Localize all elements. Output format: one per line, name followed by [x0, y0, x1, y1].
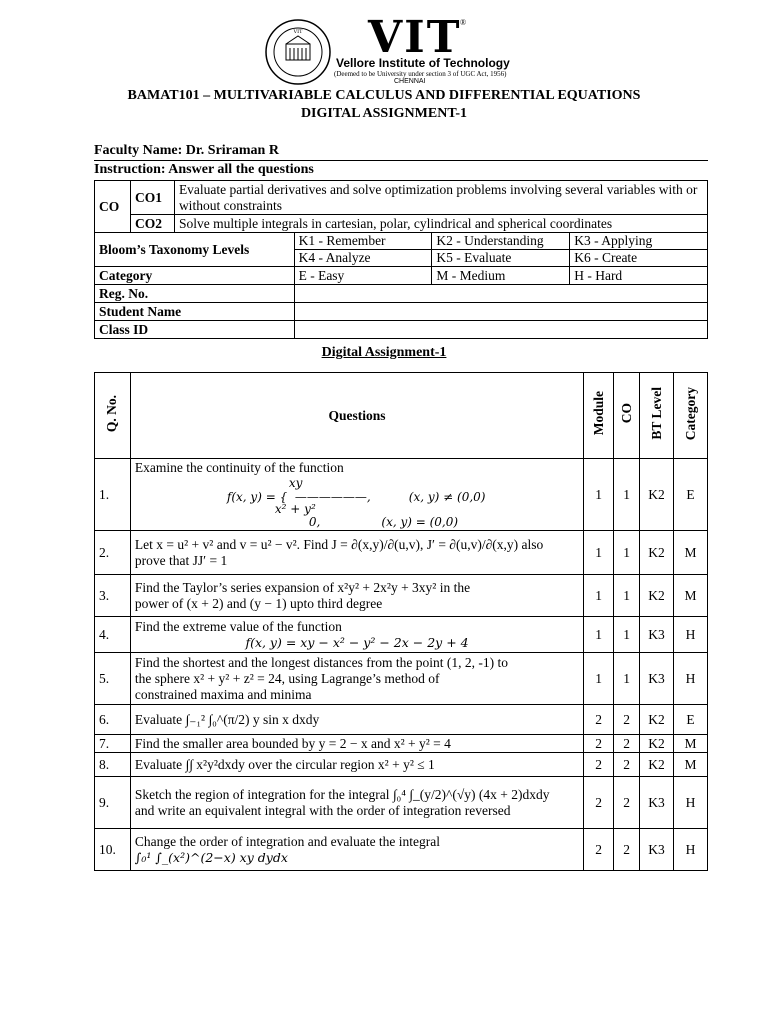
category-easy: E - Easy: [294, 267, 432, 285]
section-title: Digital Assignment-1: [321, 345, 447, 360]
institute-deemed-note: (Deemed to be University under section 3 of UGC Act, 1956): [334, 70, 507, 78]
q-number: 4.: [95, 617, 131, 653]
q-text-line: Sketch the region of integration for the integral ∫₀⁴ ∫_(y/2)^(√y) (4x + 2)dxdy: [134, 786, 550, 802]
bloom-k4: K4 - Analyze: [294, 250, 432, 267]
q-category: H: [674, 829, 708, 871]
bloom-k6: K6 - Create: [570, 250, 708, 267]
table-row: [95, 653, 708, 705]
q-co: 2: [614, 753, 640, 777]
header-bt-level: BT Level: [648, 387, 664, 440]
q-module: 2: [584, 705, 614, 735]
q-text: Find the smaller area bounded by y = 2 − x and x² + y² = 4: [130, 735, 583, 753]
q-co: 2: [614, 735, 640, 753]
q-text-line: prove that JJ′ = 1: [134, 552, 228, 568]
category-medium: M - Medium: [432, 267, 570, 285]
q-module: 2: [584, 777, 614, 829]
table-row: [95, 705, 708, 735]
header-category: Category: [682, 386, 698, 441]
instruction: Instruction: Answer all the questions: [94, 162, 314, 177]
q-number: 6.: [95, 705, 131, 735]
q-text-line: and write an equivalent integral with the order of integration reversed: [134, 802, 511, 818]
q-number: 3.: [95, 575, 131, 617]
q-bt-level: K2: [640, 753, 674, 777]
q-text: [130, 575, 583, 617]
q-co: 2: [614, 705, 640, 735]
course-info-table: [94, 180, 708, 339]
q-text-line: Change the order of integration and evaluate the integral: [134, 833, 441, 849]
svg-text:VIT: VIT: [293, 29, 303, 35]
q-category: M: [674, 575, 708, 617]
q-number: 7.: [95, 735, 131, 753]
q-text: [130, 531, 583, 575]
faculty-name: Faculty Name: Dr. Sriraman R: [94, 143, 279, 158]
q-co: 1: [614, 459, 640, 531]
q-text: Evaluate ∫∫ x²y²dxdy over the circular region x² + y² ≤ 1: [130, 753, 583, 777]
q-text-line: Find the shortest and the longest distances from the point (1, 2, -1) to: [134, 654, 508, 670]
q-math-numerator: xy: [288, 475, 303, 490]
q-number: 10.: [95, 829, 131, 871]
q-text-line: the sphere x² + y² + z² = 24, using Lagrange’s method of: [134, 670, 440, 686]
q-co: 1: [614, 575, 640, 617]
co-label: CO: [95, 181, 131, 233]
co2-text: Solve multiple integrals in cartesian, polar, cylindrical and spherical coordinates: [174, 215, 707, 233]
q-bt-level: K2: [640, 735, 674, 753]
q-co: 2: [614, 829, 640, 871]
q-module: 1: [584, 575, 614, 617]
bloom-k5: K5 - Evaluate: [432, 250, 570, 267]
vit-seal-logo: [264, 18, 332, 86]
co2-label: CO2: [130, 215, 174, 233]
q-number: 8.: [95, 753, 131, 777]
q-module: 2: [584, 753, 614, 777]
co1-text: Evaluate partial derivatives and solve optimization problems involving several variables with or without constraints: [174, 181, 707, 215]
q-text: [130, 777, 583, 829]
q-math-denominator: x² + y²: [274, 501, 316, 516]
q-category: M: [674, 753, 708, 777]
q-number: 2.: [95, 531, 131, 575]
reg-no-field[interactable]: [294, 285, 707, 303]
q-text-line: constrained maxima and minima: [134, 686, 312, 702]
q-math-line: f(x, y) = xy − x² − y² − 2x − 2y + 4: [245, 634, 469, 650]
q-bt-level: K3: [640, 777, 674, 829]
q-category: E: [674, 459, 708, 531]
bloom-k1: K1 - Remember: [294, 233, 432, 250]
student-name-label: Student Name: [95, 303, 295, 321]
category-label: Category: [95, 267, 295, 285]
assignment-title: DIGITAL ASSIGNMENT-1: [300, 106, 468, 121]
q-category: H: [674, 617, 708, 653]
class-id-label: Class ID: [95, 321, 295, 339]
q-bt-level: K2: [640, 575, 674, 617]
bloom-label: Bloom’s Taxonomy Levels: [95, 233, 295, 267]
header-module: Module: [590, 391, 606, 436]
q-math-line: ∫₀¹ ∫_(x²)^(2−x) xy dydx: [134, 849, 288, 865]
header-qno: Q. No.: [104, 394, 120, 433]
q-category: H: [674, 653, 708, 705]
q-co: 2: [614, 777, 640, 829]
header-questions: Questions: [130, 373, 583, 459]
course-title: BAMAT101 – MULTIVARIABLE CALCULUS AND DIFFERENTIAL EQUATIONS: [127, 88, 641, 103]
table-row: [95, 531, 708, 575]
table-row: [95, 459, 708, 531]
q-category: E: [674, 705, 708, 735]
q-text: Evaluate ∫₋₁² ∫₀^(π/2) y sin x dxdy: [130, 705, 583, 735]
table-row: [95, 617, 708, 653]
q-module: 1: [584, 531, 614, 575]
q-bt-level: K3: [640, 653, 674, 705]
registered-mark: ®: [460, 18, 467, 27]
header-co: CO: [618, 403, 634, 424]
student-name-field[interactable]: [294, 303, 707, 321]
q-text-line: Examine the continuity of the function: [134, 459, 344, 475]
divider: [94, 160, 708, 161]
class-id-field[interactable]: [294, 321, 707, 339]
q-text: [130, 459, 583, 531]
vit-brand: VIT: [368, 12, 462, 63]
q-bt-level: K2: [640, 531, 674, 575]
co1-label: CO1: [130, 181, 174, 215]
q-number: 9.: [95, 777, 131, 829]
q-math-main: f(x, y) = { ——————, (x, y) ≠ (0,0): [226, 489, 486, 504]
bloom-k2: K2 - Understanding: [432, 233, 570, 250]
questions-table: [94, 372, 708, 871]
bloom-k3: K3 - Applying: [570, 233, 708, 250]
q-number: 1.: [95, 459, 131, 531]
q-co: 1: [614, 617, 640, 653]
q-bt-level: K3: [640, 829, 674, 871]
q-bt-level: K3: [640, 617, 674, 653]
category-hard: H - Hard: [570, 267, 708, 285]
q-category: H: [674, 777, 708, 829]
q-bt-level: K2: [640, 705, 674, 735]
q-module: 1: [584, 617, 614, 653]
institute-city: CHENNAI: [394, 78, 426, 85]
q-text-line: Let x = u² + v² and v = u² − v². Find J = ∂(x,y)/∂(u,v), J′ = ∂(u,v)/∂(x,y) also: [134, 536, 544, 552]
q-module: 1: [584, 459, 614, 531]
table-row: [95, 735, 708, 753]
q-text: [130, 653, 583, 705]
table-row: [95, 777, 708, 829]
q-module: 1: [584, 653, 614, 705]
q-bt-level: K2: [640, 459, 674, 531]
page-header: [0, 14, 768, 92]
reg-no-label: Reg. No.: [95, 285, 295, 303]
q-category: M: [674, 735, 708, 753]
q-text: [130, 829, 583, 871]
q-text-line: power of (x + 2) and (y − 1) upto third degree: [134, 595, 383, 611]
table-row: [95, 575, 708, 617]
q-number: 5.: [95, 653, 131, 705]
table-row: [95, 829, 708, 871]
table-header-row: [95, 373, 708, 459]
q-co: 1: [614, 653, 640, 705]
table-row: [95, 753, 708, 777]
q-text-line: Find the Taylor’s series expansion of x²y² + 2x²y + 3xy² in the: [134, 579, 471, 595]
institute-name: Vellore Institute of Technology: [336, 56, 510, 70]
q-module: 2: [584, 829, 614, 871]
q-module: 2: [584, 735, 614, 753]
q-category: M: [674, 531, 708, 575]
q-math-case2: 0, (x, y) = (0,0): [308, 514, 459, 529]
q-text-line: Find the extreme value of the function: [134, 618, 342, 634]
q-co: 1: [614, 531, 640, 575]
q-text: [130, 617, 583, 653]
